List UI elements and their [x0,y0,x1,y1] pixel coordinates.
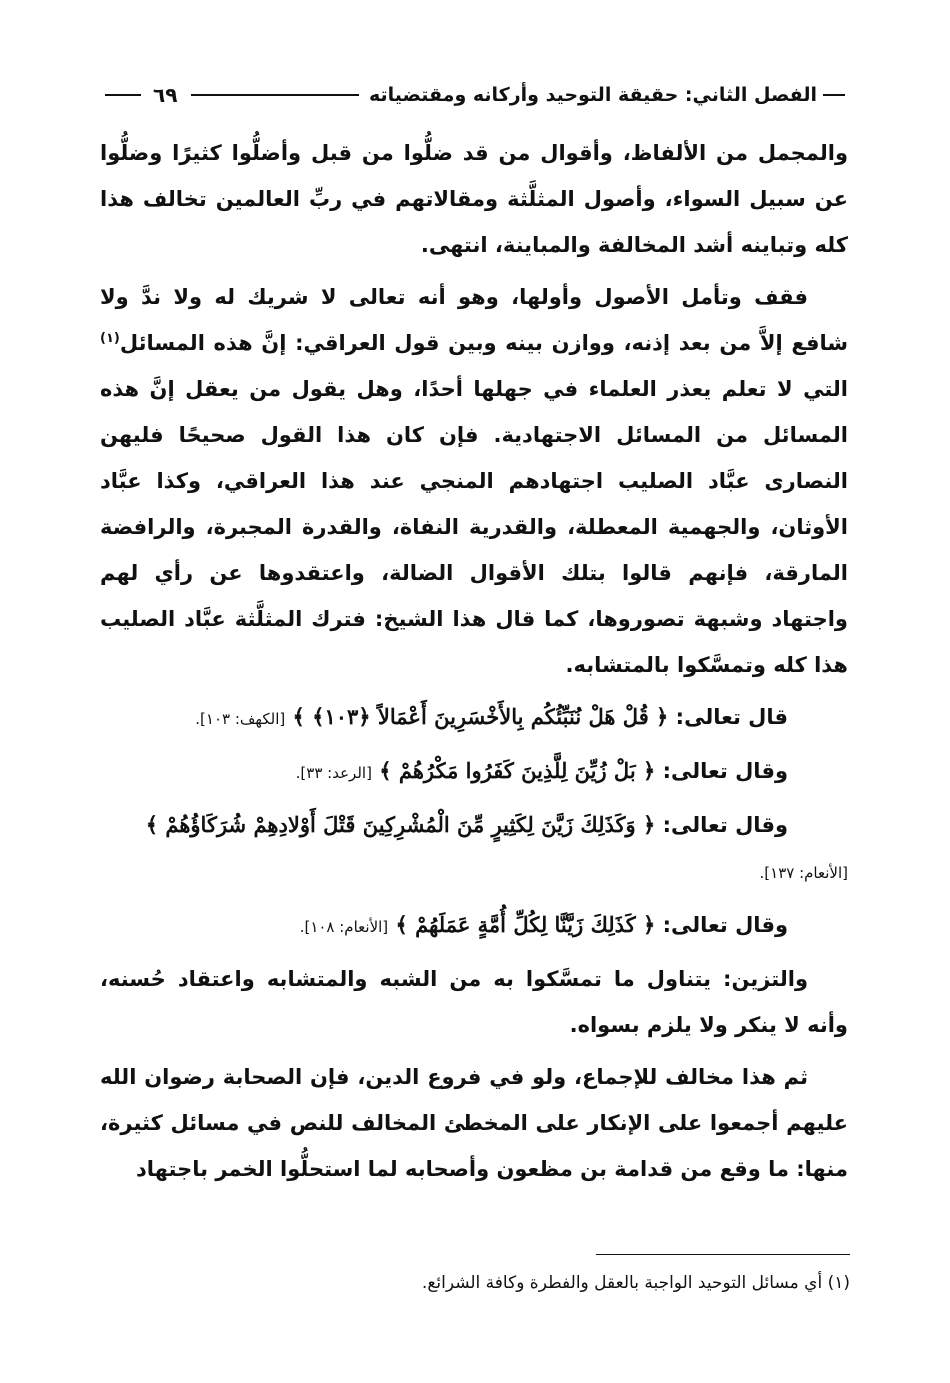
verse-quote: ﴿ قُلْ هَلْ نُنَبِّئُكُم بِالأَخْسَرِينَ أَعْمَالاً ﴿١٠٣﴾ ﴾ [292,704,669,729]
main-text [100,130,848,1198]
footnote-text: أي مسائل التوحيد الواجبة بالعقل والفطرة وكافة الشرائع. [421,1273,828,1293]
verse-intro: وقال تعالى: [655,813,788,837]
paragraph-1: والمجمل من الألفاظ، وأقوال من قد ضلُّوا من قبل وأضلُّوا كثيرًا وضلُّوا عن سبيل السواء، وأصول المثلَّثة ومقالاتهم في ربِّ العالمين تخالف هذا كله وتباينه أشد المخالفة والمباينة، انتهى. [100,141,848,257]
paragraph-2-part-2: التي لا تعلم يعذر العلماء في جهلها أحدًا، وهل يقول من يعقل إنَّ هذه المسائل من المسائل الاجتهادية. فإن كان هذا القول صحيحًا فليهن النصارى عبَّاد الصليب اجتهادهم المنجي عند هذا العراقي، وكذا عبَّاد الأوثان، والجهمية المعطلة، والقدرية النفاة، والقدرة المجبرة، والرافضة المارقة، فإنهم قالوا بتلك الأقوال الضالة، واعتقدوها عن رأي لهم واجتهاد وشبهة تصوروها، كما قال هذا الشيخ: فترك المثلَّثة عبَّاد الصليب هذا كله وتمسَّكوا بالمتشابه. [100,377,848,677]
header-dash-left [105,94,141,96]
running-header [105,80,845,110]
verse-intro: قال تعالى: [668,705,788,729]
verse-intro: وقال تعالى: [655,913,788,937]
chapter-title: الفصل الثاني: حقيقة التوحيد وأركانه ومقتضياته [368,84,817,106]
verse-2 [100,748,848,796]
paragraph-2 [100,274,848,688]
verse-reference: [الرعد: ٣٣]. [295,764,372,782]
paragraph-2-part-1: فقف وتأمل الأصول وأولها، وهو أنه تعالى لا شريك له ولا ندَّ ولا شافع إلاَّ من بعد إذنه، ووازن بينه وبين قول العراقي: إنَّ هذه المسائل [100,285,848,355]
verse-1 [100,694,848,742]
verse-reference: [الأنعام: ١٣٧]. [759,864,848,882]
page-number: ٦٩ [153,83,178,107]
verse-reference: [الأنعام: ١٠٨]. [299,918,389,936]
header-dash-right [823,94,845,96]
verse-3 [100,802,848,896]
verse-4 [100,902,848,950]
header-rule [191,94,359,96]
footnote-separator [596,1254,850,1255]
verse-quote: ﴿ بَلْ زُيِّنَ لِلَّذِينَ كَفَرُوا مَكْرُهُمْ ﴾ [379,758,656,783]
footnote-marker[interactable]: (١) [100,331,120,346]
paragraph-3: والتزين: يتناول ما تمسَّكوا به من الشبه والمتشابه واعتقاد حُسنه، وأنه لا ينكر ولا يلزم بسواه. [100,967,848,1037]
paragraph-4: ثم هذا مخالف للإجماع، ولو في فروع الدين، فإن الصحابة رضوان الله عليهم أجمعوا على الإنكار على المخطئ المخالف للنص في مسائل كثيرة، منها: ما وقع من قدامة بن مظعون وأصحابه لما استحلُّوا الخمر باجتهاد [100,1065,848,1181]
footnote-number: (١) [827,1273,850,1293]
verse-quote: ﴿ كَذَلِكَ زَيَّنَّا لِكُلِّ أُمَّةٍ عَمَلَهُمْ ﴾ [395,912,656,937]
footnote [102,1268,850,1298]
verse-reference: [الكهف: ١٠٣]. [195,710,286,728]
verse-intro: وقال تعالى: [655,759,788,783]
verse-quote: ﴿ وَكَذَلِكَ زَيَّنَ لِكَثِيرٍ مِّنَ الْمُشْرِكِينَ قَتْلَ أَوْلادِهِمْ شُرَكَاؤُهُمْ ﴾ [145,812,656,837]
